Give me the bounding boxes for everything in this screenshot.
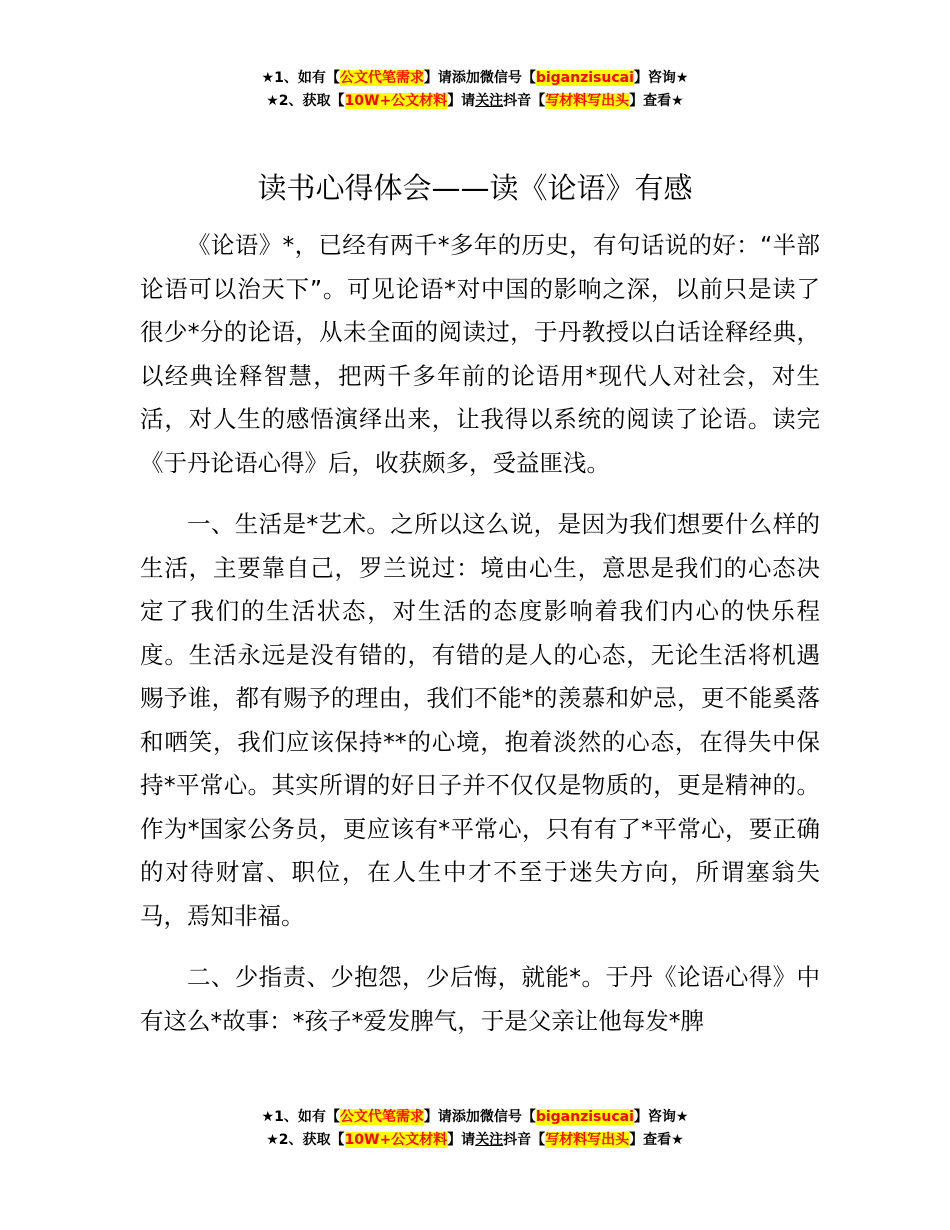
header-line-2-middle-a: 】请 <box>447 93 476 109</box>
document-body <box>140 224 820 1061</box>
header-highlight-writing-service: 公文代笔需求 <box>339 70 424 86</box>
footer-line-2-suffix: 】查看★ <box>629 1132 684 1148</box>
paragraph-point-one: 一、生活是*艺术。之所以这么说，是因为我们想要什么样的生活，主要靠自己，罗兰说过：境由心生，意思是我们的心态决定了我们的生活状态，对生活的态度影响着我们内心的快乐程度。生活永远是没有错的，有错的是人的心态，无论生活将机遇赐予谁，都有赐予的理由，我们不能*的羡慕和妒忌，更不能奚落和哂笑，我们应该保持**的心境，抱着淡然的心态，在得失中保持*平常心。其实所谓的好日子并不仅仅是物质的，更是精神的。作为*国家公务员，更应该有*平常心，只有有了*平常心，要正确的对待财富、职位，在人生中才不至于迷失方向，所谓塞翁失马，焉知非福。 <box>140 510 820 930</box>
header-line-2 <box>0 90 950 113</box>
footer-highlight-wechat-id: biganzisucai <box>535 1109 634 1125</box>
paragraph-point-two: 二、少指责、少抱怨，少后悔，就能*。于丹《论语心得》中有这么*故事：*孩子*爱发脾气，于是父亲让他每发*脾 <box>140 963 820 1035</box>
header-line-2-prefix: ★2、获取【 <box>266 93 345 109</box>
header-highlight-wechat-id: biganzisucai <box>535 70 634 86</box>
document-title: 读书心得体会——读《论语》有感 <box>257 171 693 205</box>
header-line-2-middle-b: 抖音【 <box>503 93 546 109</box>
footer-highlight-writing-service: 公文代笔需求 <box>339 1109 424 1125</box>
paragraph-intro: 《论语》*，已经有两千*多年的历史，有句话说的好：“半部论语可以治天下”。可见论语*对中国的影响之深，以前只是读了很少*分的论语，从未全面的阅读过，于丹教授以白话诠释经典，以经典诠释智慧，把两千多年前的论语用*现代人对社会，对生活，对人生的感悟演绎出来，让我得以系统的阅读了论语。读完《于丹论语心得》后，收获颇多，受益匪浅。 <box>140 231 820 477</box>
footer-highlight-materials: 10W+公文材料 <box>344 1132 448 1148</box>
header-underlined-follow: 关注 <box>475 93 504 109</box>
footer-line-1-suffix: 】咨询★ <box>633 1109 689 1125</box>
footer-underlined-follow: 关注 <box>475 1132 504 1148</box>
footer-line-1-prefix: ★1、如有【 <box>261 1109 340 1125</box>
header-line-2-suffix: 】查看★ <box>629 93 684 109</box>
footer-line-2-middle-b: 抖音【 <box>503 1132 546 1148</box>
header-line-1-middle: 】请添加微信号【 <box>423 70 536 86</box>
footer-line-2-middle-a: 】请 <box>447 1132 476 1148</box>
header-highlight-douyin-account: 写材料写出头 <box>545 93 630 109</box>
header-banner <box>0 67 950 113</box>
footer-line-2-prefix: ★2、获取【 <box>266 1132 345 1148</box>
footer-highlight-douyin-account: 写材料写出头 <box>545 1132 630 1148</box>
header-line-1-suffix: 】咨询★ <box>633 70 689 86</box>
header-highlight-materials: 10W+公文材料 <box>344 93 448 109</box>
footer-line-2 <box>0 1129 950 1152</box>
footer-line-1 <box>0 1106 950 1129</box>
header-line-1 <box>0 67 950 90</box>
footer-banner <box>0 1106 950 1152</box>
footer-line-1-middle: 】请添加微信号【 <box>423 1109 536 1125</box>
header-line-1-prefix: ★1、如有【 <box>261 70 340 86</box>
